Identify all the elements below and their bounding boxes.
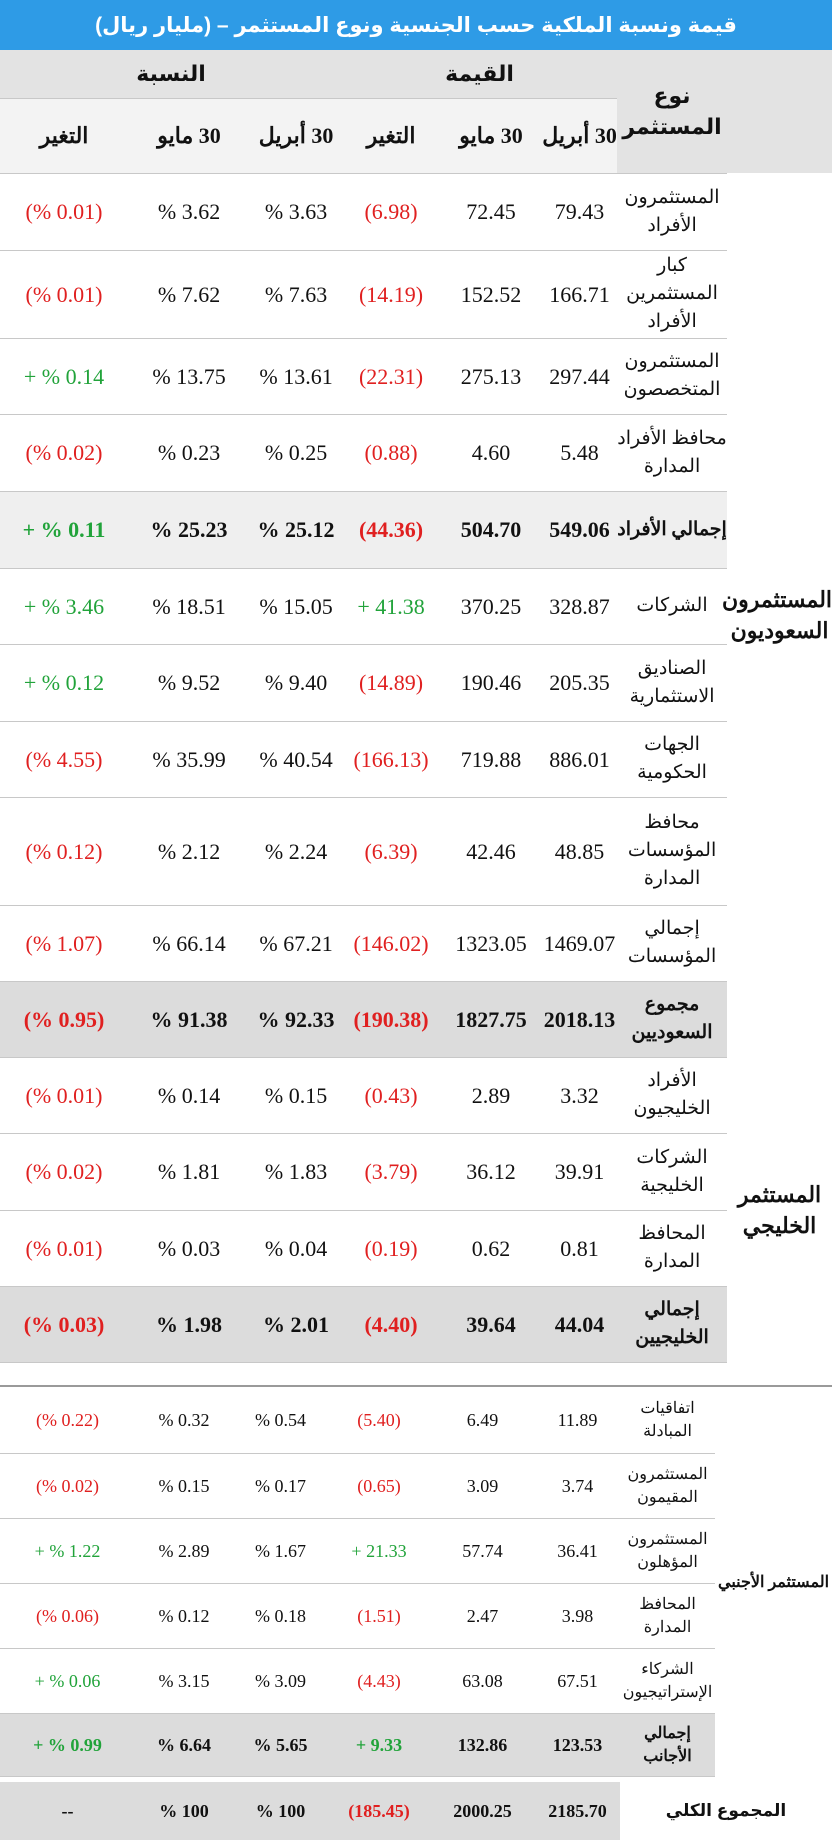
gulf-cell-ratio-may: 1.98 % <box>128 1286 250 1362</box>
saudi-row <box>0 491 832 568</box>
gulf-row-label: الأفراد الخليجيون <box>617 1057 727 1133</box>
foreign-table <box>0 1388 832 1777</box>
gulf-row <box>0 1286 832 1362</box>
foreign-cell-value-apr: 11.89 <box>535 1388 620 1453</box>
foreign-cell-ratio-change: (0.22 %) <box>0 1388 135 1453</box>
foreign-cell-ratio-change: (0.02 %) <box>0 1453 135 1518</box>
gulf-cell-ratio-may: 1.81 % <box>128 1133 250 1210</box>
foreign-cell-ratio-may: 0.12 % <box>135 1583 233 1648</box>
saudi-cell-ratio-apr: 92.33 % <box>250 981 342 1057</box>
foreign-row-label: الشركاء الإستراتيجيون <box>620 1648 715 1713</box>
foreign-row <box>0 1518 832 1583</box>
gulf-cell-ratio-change: (0.02 %) <box>0 1133 128 1210</box>
foreign-cell-value-change: 9.33 + <box>328 1713 430 1776</box>
foreign-cell-value-apr: 3.98 <box>535 1583 620 1648</box>
gulf-row <box>0 1133 832 1210</box>
gulf-row <box>0 1057 832 1133</box>
saudi-row-label: المستثمرون الأفراد <box>617 173 727 250</box>
foreign-cell-value-apr: 36.41 <box>535 1518 620 1583</box>
saudi-cell-ratio-may: 7.62 % <box>128 250 250 338</box>
saudi-row <box>0 414 832 491</box>
gulf-cell-ratio-apr: 0.04 % <box>250 1210 342 1286</box>
saudi-cell-ratio-apr: 0.25 % <box>250 414 342 491</box>
saudi-cell-value-may: 72.45 <box>440 173 542 250</box>
foreign-row <box>0 1583 832 1648</box>
grand-total-label: المجموع الكلي <box>620 1782 832 1840</box>
foreign-group-label: المستثمر الأجنبي <box>715 1388 832 1776</box>
gulf-cell-value-may: 0.62 <box>440 1210 542 1286</box>
foreign-cell-ratio-may: 3.15 % <box>135 1648 233 1713</box>
foreign-cell-ratio-apr: 1.67 % <box>233 1518 328 1583</box>
saudi-cell-value-apr: 48.85 <box>542 797 617 905</box>
saudi-cell-ratio-apr: 67.21 % <box>250 905 342 981</box>
saudi-cell-value-may: 42.46 <box>440 797 542 905</box>
saudi-group-label: المستثمرون السعوديون <box>727 173 832 1057</box>
grand-total-ratio-change: -- <box>0 1782 135 1840</box>
foreign-cell-ratio-may: 6.64 % <box>135 1713 233 1776</box>
saudi-cell-ratio-change: (0.95 %) <box>0 981 128 1057</box>
saudi-cell-ratio-may: 35.99 % <box>128 721 250 797</box>
foreign-cell-ratio-apr: 5.65 % <box>233 1713 328 1776</box>
section-divider <box>0 1385 832 1387</box>
grand-total-row <box>0 1782 832 1840</box>
gulf-row-label: المحافظ المدارة <box>617 1210 727 1286</box>
foreign-cell-value-may: 3.09 <box>430 1453 535 1518</box>
foreign-row-label: إجمالي الأجانب <box>620 1713 715 1776</box>
saudi-cell-value-change: (146.02) <box>342 905 440 981</box>
saudi-cell-ratio-apr: 2.24 % <box>250 797 342 905</box>
saudi-cell-value-apr: 1469.07 <box>542 905 617 981</box>
foreign-row <box>0 1648 832 1713</box>
saudi-cell-ratio-apr: 9.40 % <box>250 644 342 721</box>
gulf-cell-ratio-apr: 0.15 % <box>250 1057 342 1133</box>
saudi-cell-value-change: (14.19) <box>342 250 440 338</box>
saudi-cell-value-change: (44.36) <box>342 491 440 568</box>
foreign-cell-value-may: 132.86 <box>430 1713 535 1776</box>
saudi-cell-value-apr: 549.06 <box>542 491 617 568</box>
saudi-row-label: المستثمرون المتخصصون <box>617 338 727 414</box>
gulf-cell-value-may: 36.12 <box>440 1133 542 1210</box>
saudi-cell-ratio-change: 0.12 % + <box>0 644 128 721</box>
foreign-cell-value-may: 2.47 <box>430 1583 535 1648</box>
saudi-row <box>0 250 832 338</box>
saudi-row <box>0 173 832 250</box>
saudi-cell-value-may: 370.25 <box>440 568 542 644</box>
saudi-row-label: الصناديق الاستثمارية <box>617 644 727 721</box>
saudi-cell-ratio-may: 3.62 % <box>128 173 250 250</box>
saudi-cell-value-change: (14.89) <box>342 644 440 721</box>
saudi-cell-value-change: (0.88) <box>342 414 440 491</box>
gulf-cell-value-apr: 39.91 <box>542 1133 617 1210</box>
foreign-cell-value-may: 57.74 <box>430 1518 535 1583</box>
saudi-row <box>0 721 832 797</box>
foreign-cell-ratio-apr: 0.17 % <box>233 1453 328 1518</box>
gulf-cell-value-change: (4.40) <box>342 1286 440 1362</box>
saudi-row-label: الشركات <box>617 568 727 644</box>
saudi-cell-ratio-change: (1.07 %) <box>0 905 128 981</box>
saudi-cell-value-change: (6.39) <box>342 797 440 905</box>
grand-total-ratio-apr: 100 % <box>233 1782 328 1840</box>
foreign-row-label: المستثمرون المؤهلون <box>620 1518 715 1583</box>
gulf-cell-ratio-apr: 1.83 % <box>250 1133 342 1210</box>
header-ratio: النسبة <box>0 50 342 98</box>
foreign-cell-value-change: (1.51) <box>328 1583 430 1648</box>
saudi-cell-ratio-apr: 7.63 % <box>250 250 342 338</box>
saudi-row <box>0 568 832 644</box>
foreign-cell-value-change: (5.40) <box>328 1388 430 1453</box>
saudi-cell-ratio-may: 9.52 % <box>128 644 250 721</box>
saudi-cell-value-apr: 328.87 <box>542 568 617 644</box>
foreign-row <box>0 1453 832 1518</box>
saudi-cell-ratio-may: 18.51 % <box>128 568 250 644</box>
saudi-cell-value-apr: 205.35 <box>542 644 617 721</box>
gulf-cell-ratio-change: (0.03 %) <box>0 1286 128 1362</box>
saudi-cell-value-may: 1323.05 <box>440 905 542 981</box>
gulf-cell-ratio-may: 0.14 % <box>128 1057 250 1133</box>
saudi-cell-ratio-change: (4.55 %) <box>0 721 128 797</box>
saudi-cell-ratio-apr: 3.63 % <box>250 173 342 250</box>
saudi-cell-ratio-change: 3.46 % + <box>0 568 128 644</box>
saudi-cell-value-apr: 2018.13 <box>542 981 617 1057</box>
foreign-cell-value-apr: 67.51 <box>535 1648 620 1713</box>
saudi-cell-ratio-change: (0.01 %) <box>0 173 128 250</box>
gulf-cell-value-change: (3.79) <box>342 1133 440 1210</box>
saudi-cell-value-change: (6.98) <box>342 173 440 250</box>
saudi-cell-ratio-apr: 13.61 % <box>250 338 342 414</box>
foreign-row <box>0 1713 832 1776</box>
report-title: قيمة ونسبة الملكية حسب الجنسية ونوع المستثمر – (مليار ريال) <box>0 0 832 50</box>
header-blank <box>727 50 832 173</box>
saudi-row-label: الجهات الحكومية <box>617 721 727 797</box>
saudi-row <box>0 644 832 721</box>
header-value-apr: 30 أبريل <box>542 98 617 173</box>
saudi-row <box>0 338 832 414</box>
saudi-cell-value-change: (190.38) <box>342 981 440 1057</box>
saudi-row-label: إجمالي المؤسسات <box>617 905 727 981</box>
grand-total-ratio-may: 100 % <box>135 1782 233 1840</box>
saudi-section <box>0 173 832 1057</box>
foreign-cell-value-change: (0.65) <box>328 1453 430 1518</box>
grand-total-value-apr: 2185.70 <box>535 1782 620 1840</box>
saudi-cell-ratio-apr: 15.05 % <box>250 568 342 644</box>
foreign-row-label: المحافظ المدارة <box>620 1583 715 1648</box>
header-ratio-apr: 30 أبريل <box>250 98 342 173</box>
grand-total-value-may: 2000.25 <box>430 1782 535 1840</box>
header-value-may: 30 مايو <box>440 98 542 173</box>
header-row-top <box>0 50 832 98</box>
saudi-cell-ratio-may: 2.12 % <box>128 797 250 905</box>
saudi-cell-value-may: 4.60 <box>440 414 542 491</box>
foreign-cell-value-apr: 123.53 <box>535 1713 620 1776</box>
gulf-cell-value-may: 39.64 <box>440 1286 542 1362</box>
saudi-row-label: محافظ المؤسسات المدارة <box>617 797 727 905</box>
header-ratio-change: التغير <box>0 98 128 173</box>
saudi-cell-value-may: 275.13 <box>440 338 542 414</box>
grand-total-table <box>0 1782 832 1840</box>
saudi-row <box>0 981 832 1057</box>
header-value: القيمة <box>342 50 617 98</box>
saudi-cell-ratio-change: 0.14 % + <box>0 338 128 414</box>
gulf-group-label: المستثمر الخليجي <box>727 1057 832 1362</box>
saudi-cell-ratio-change: 0.11 % + <box>0 491 128 568</box>
foreign-cell-ratio-change: 0.06 % + <box>0 1648 135 1713</box>
foreign-cell-ratio-change: 1.22 % + <box>0 1518 135 1583</box>
saudi-cell-value-change: 41.38 + <box>342 568 440 644</box>
saudi-row-label: إجمالي الأفراد <box>617 491 727 568</box>
saudi-cell-value-apr: 886.01 <box>542 721 617 797</box>
gulf-cell-ratio-change: (0.01 %) <box>0 1210 128 1286</box>
saudi-cell-value-apr: 297.44 <box>542 338 617 414</box>
saudi-cell-ratio-apr: 25.12 % <box>250 491 342 568</box>
saudi-cell-ratio-change: (0.02 %) <box>0 414 128 491</box>
grand-total-value-change: (185.45) <box>328 1782 430 1840</box>
foreign-cell-ratio-apr: 0.18 % <box>233 1583 328 1648</box>
saudi-row-label: كبار المستثمرين الأفراد <box>617 250 727 338</box>
saudi-cell-ratio-may: 0.23 % <box>128 414 250 491</box>
saudi-cell-ratio-may: 13.75 % <box>128 338 250 414</box>
foreign-cell-value-change: 21.33 + <box>328 1518 430 1583</box>
gulf-cell-value-change: (0.19) <box>342 1210 440 1286</box>
foreign-cell-ratio-may: 2.89 % <box>135 1518 233 1583</box>
saudi-cell-ratio-apr: 40.54 % <box>250 721 342 797</box>
gulf-row-label: إجمالي الخليجيين <box>617 1286 727 1362</box>
foreign-cell-value-may: 63.08 <box>430 1648 535 1713</box>
foreign-cell-ratio-apr: 0.54 % <box>233 1388 328 1453</box>
saudi-cell-value-may: 719.88 <box>440 721 542 797</box>
saudi-gulf-table <box>0 50 832 1363</box>
foreign-cell-ratio-may: 0.15 % <box>135 1453 233 1518</box>
saudi-cell-value-may: 1827.75 <box>440 981 542 1057</box>
header-investor-type: نوع المستثمر <box>617 50 727 173</box>
header-value-change: التغير <box>342 98 440 173</box>
saudi-cell-ratio-may: 66.14 % <box>128 905 250 981</box>
saudi-cell-value-may: 504.70 <box>440 491 542 568</box>
saudi-cell-value-may: 190.46 <box>440 644 542 721</box>
saudi-row-label: محافظ الأفراد المدارة <box>617 414 727 491</box>
saudi-cell-value-change: (166.13) <box>342 721 440 797</box>
gulf-cell-ratio-apr: 2.01 % <box>250 1286 342 1362</box>
foreign-section <box>0 1388 832 1776</box>
gulf-cell-value-apr: 0.81 <box>542 1210 617 1286</box>
saudi-row <box>0 797 832 905</box>
gulf-cell-value-may: 2.89 <box>440 1057 542 1133</box>
header-ratio-may: 30 مايو <box>128 98 250 173</box>
gulf-cell-value-apr: 44.04 <box>542 1286 617 1362</box>
saudi-cell-value-apr: 5.48 <box>542 414 617 491</box>
foreign-cell-ratio-may: 0.32 % <box>135 1388 233 1453</box>
saudi-cell-value-change: (22.31) <box>342 338 440 414</box>
foreign-row-label: المستثمرون المقيمون <box>620 1453 715 1518</box>
saudi-cell-ratio-may: 25.23 % <box>128 491 250 568</box>
saudi-cell-value-apr: 166.71 <box>542 250 617 338</box>
saudi-cell-value-apr: 79.43 <box>542 173 617 250</box>
gulf-section <box>0 1057 832 1362</box>
foreign-cell-ratio-apr: 3.09 % <box>233 1648 328 1713</box>
saudi-cell-ratio-change: (0.12 %) <box>0 797 128 905</box>
gulf-cell-ratio-change: (0.01 %) <box>0 1057 128 1133</box>
foreign-cell-ratio-change: 0.99 % + <box>0 1713 135 1776</box>
foreign-row <box>0 1388 832 1453</box>
foreign-cell-ratio-change: (0.06 %) <box>0 1583 135 1648</box>
saudi-cell-value-may: 152.52 <box>440 250 542 338</box>
saudi-row <box>0 905 832 981</box>
saudi-cell-ratio-change: (0.01 %) <box>0 250 128 338</box>
gulf-cell-ratio-may: 0.03 % <box>128 1210 250 1286</box>
foreign-cell-value-change: (4.43) <box>328 1648 430 1713</box>
gulf-row <box>0 1210 832 1286</box>
saudi-cell-ratio-may: 91.38 % <box>128 981 250 1057</box>
foreign-row-label: اتفاقيات المبادلة <box>620 1388 715 1453</box>
gulf-cell-value-apr: 3.32 <box>542 1057 617 1133</box>
gulf-row-label: الشركات الخليجية <box>617 1133 727 1210</box>
gulf-cell-value-change: (0.43) <box>342 1057 440 1133</box>
foreign-cell-value-apr: 3.74 <box>535 1453 620 1518</box>
saudi-row-label: مجموع السعوديين <box>617 981 727 1057</box>
foreign-cell-value-may: 6.49 <box>430 1388 535 1453</box>
